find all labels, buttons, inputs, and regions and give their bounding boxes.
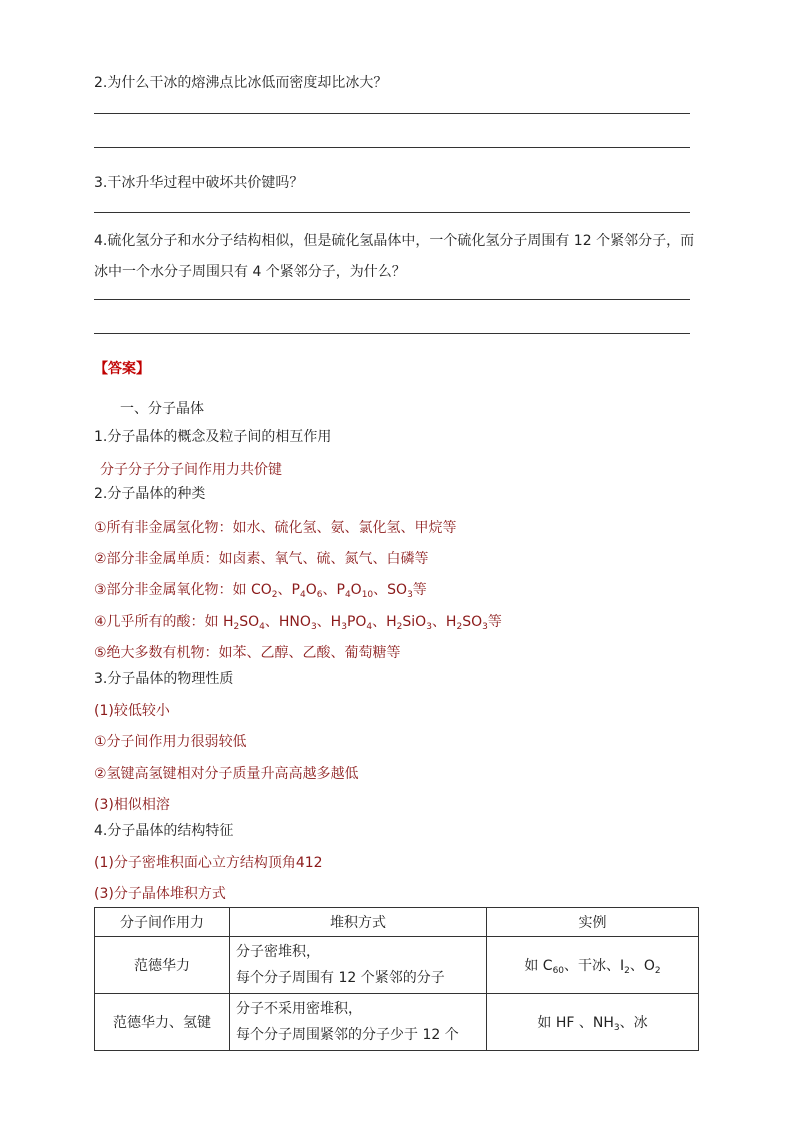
table-row: [95, 937, 699, 994]
table-cell: 范德华力、氢键: [95, 994, 230, 1051]
table-row: [95, 994, 699, 1051]
section-title: 一、分子晶体: [120, 401, 204, 417]
answer-line: [94, 333, 690, 334]
answer-heading: 【答案】: [94, 361, 150, 377]
question-4-line1: 4.硫化氢分子和水分子结构相似，但是硫化氢晶体中，一个硫化氢分子周围有 12 个紧邻分子，而: [94, 233, 695, 249]
subsection-title: 1.分子晶体的概念及粒子间的相互作用: [94, 429, 332, 445]
answer-line-1: ①所有非金属氢化物：如水、硫化氢、氨、氯化氢、甲烷等: [94, 520, 457, 536]
table-header: 堆积方式: [230, 908, 487, 937]
answer-row: ①分子间作用力很弱较低: [94, 734, 247, 750]
table-cell: 分子不采用密堆积， 每个分子周围紧邻的分子少于 12 个: [230, 994, 487, 1051]
answer-row: (1)分子密堆积面心立方结构顶角412: [94, 855, 323, 871]
answer-line: [94, 299, 690, 300]
answer-row: ②氢键高氢键相对分子质量升高高越多越低: [94, 766, 359, 782]
table-cell: 范德华力: [95, 937, 230, 994]
table-cell: 分子密堆积， 每个分子周围有 12 个紧邻的分子: [230, 937, 487, 994]
answer-line-2: ②部分非金属单质：如卤素、氧气、硫、氮气、白磷等: [94, 551, 429, 567]
question-3: 3.干冰升华过程中破坏共价键吗？: [94, 175, 304, 191]
answer-line: (3)相似相溶: [94, 797, 170, 813]
answer-line-5: ⑤绝大多数有机物：如苯、乙醇、乙酸、葡萄糖等: [94, 645, 401, 661]
answer-line: [94, 212, 690, 213]
table-header: 实例: [487, 908, 699, 937]
question-2: 2.为什么干冰的熔沸点比冰低而密度却比冰大？: [94, 75, 388, 91]
answer-line: (3)分子晶体堆积方式: [94, 886, 226, 902]
subsection-title: 2.分子晶体的种类: [94, 486, 206, 502]
table-cell: 如 $C_{60}$、干冰、$I_2$、$O_2$: [487, 937, 699, 994]
table-header: 分子间作用力: [95, 908, 230, 937]
answer-line-3: ③部分非金属氧化物：如 $CO_2$、$P_4O_6$、$P_4O_{10}$、$SO_3$等: [94, 582, 427, 600]
subsection-title: 3.分子晶体的物理性质: [94, 671, 234, 687]
answer-line-4: ④几乎所有的酸：如 $H_2SO_4$、$HNO_3$、$H_3PO_4$、$H_2SiO_3$、$H_2SO_3$等: [94, 614, 502, 632]
table-header-row: [95, 908, 699, 937]
answer-line: [94, 147, 690, 148]
table-cell: 如 HF 、$NH_3$、冰: [487, 994, 699, 1051]
stacking-table: [94, 907, 699, 1051]
question-4-line2: 冰中一个水分子周围只有 4 个紧邻分子，为什么？: [94, 264, 406, 280]
answer-row: (1)较低较小: [94, 703, 170, 719]
answer-row: 分子分子分子间作用力共价键: [100, 462, 282, 478]
subsection-title: 4.分子晶体的结构特征: [94, 823, 234, 839]
answer-line: [94, 113, 690, 114]
